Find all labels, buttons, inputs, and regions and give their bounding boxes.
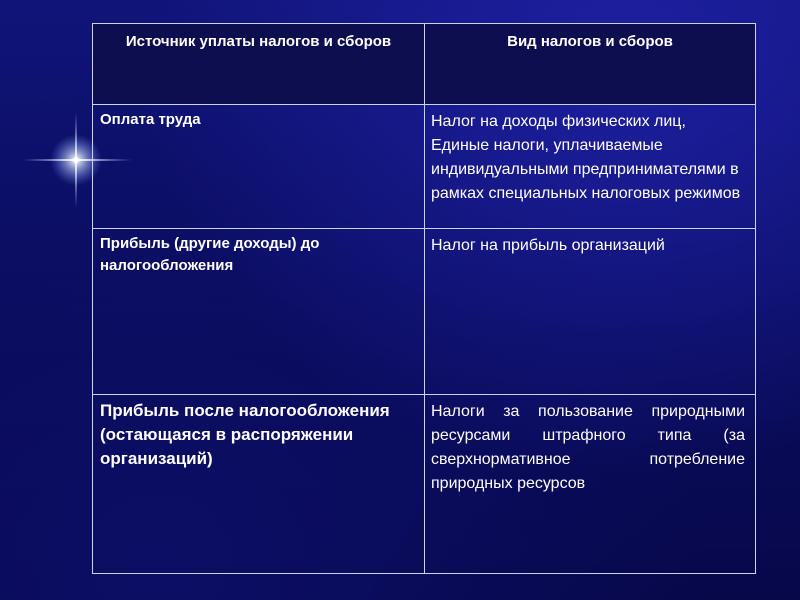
table-row <box>93 229 756 395</box>
source-cell: Прибыль (другие доходы) до налогообложения <box>93 229 425 395</box>
source-cell: Оплата труда <box>93 105 425 229</box>
table-row <box>93 105 756 229</box>
kind-cell: Налоги за пользование природными ресурсами штрафного типа (за сверхнормативное потребление природных ресурсов <box>425 395 756 574</box>
kind-cell: Налог на прибыль организаций <box>425 229 756 395</box>
tax-sources-table <box>92 23 756 574</box>
source-cell: Прибыль после налогообложения (остающаяся в распоряжении организаций) <box>93 395 425 574</box>
kind-cell: Налог на доходы физических лиц, Единые налоги, уплачиваемые индивидуальными предпринимателями в рамках специальных налоговых режимов <box>425 105 756 229</box>
header-source: Источник уплаты налогов и сборов <box>93 24 425 105</box>
table-header-row <box>93 24 756 105</box>
header-kind: Вид налогов и сборов <box>425 24 756 105</box>
table-row <box>93 395 756 574</box>
